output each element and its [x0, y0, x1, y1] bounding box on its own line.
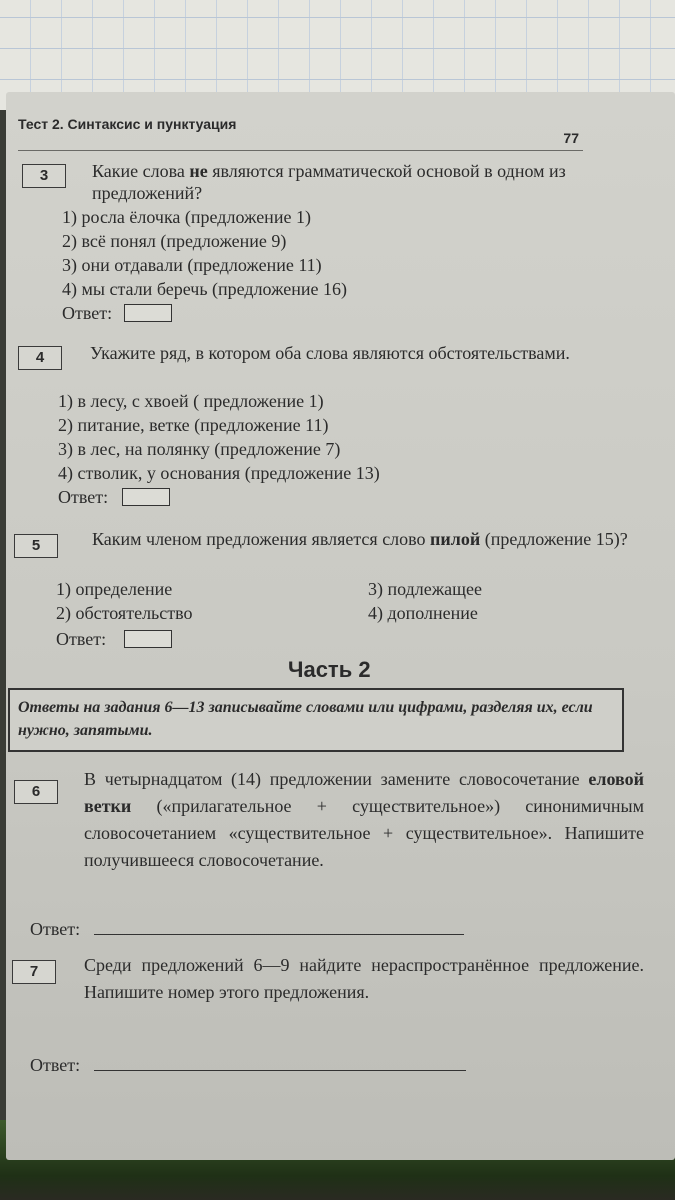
task-4-option-4: 4) стволик, у основания (предложение 13) [58, 463, 380, 483]
task-7-answer-line[interactable] [94, 1070, 466, 1071]
task-4-answer-label: Ответ: [58, 487, 109, 507]
task-4-question: Укажите ряд, в котором оба слова являются обстоятельствами. [90, 343, 570, 363]
task-3-question: Какие слова не являются грамматической основой в одном из предложений? [92, 161, 566, 203]
task-5-option-2: 2) обстоятельство [56, 603, 193, 623]
task-7-question: Среди предложений 6—9 найдите нераспространённое предложение. Напишите номер этого предложения. [84, 955, 644, 1002]
task-5-option-1: 1) определение [56, 579, 173, 599]
task-5-answer-label: Ответ: [56, 629, 107, 649]
task-5-answer-box[interactable] [124, 630, 172, 648]
task-number-7: 7 [12, 960, 56, 984]
task-7-answer-label: Ответ: [30, 1055, 81, 1075]
task-3-option-1: 1) росла ёлочка (предложение 1) [62, 207, 311, 227]
task-number-4: 4 [18, 346, 62, 370]
task-3-option-3: 3) они отдавали (предложение 11) [62, 255, 322, 275]
task-6-question: В четырнадцатом (14) предложении замените словосочетание еловой ветки («прилагательное + существительное») синонимичным словосочетанием «существительное + существительное». Напишите получившееся словосочетание. [84, 769, 644, 870]
task-3-answer-box[interactable] [124, 304, 172, 322]
task-6-answer-line[interactable] [94, 934, 464, 935]
task-number-5: 5 [14, 534, 58, 558]
task-number-6: 6 [14, 780, 58, 804]
task-3-answer-label: Ответ: [62, 303, 113, 323]
task-4-option-2: 2) питание, ветке (предложение 11) [58, 415, 329, 435]
task-5-option-3: 3) подлежащее [368, 579, 483, 599]
task-3-option-2: 2) всё понял (предложение 9) [62, 231, 287, 251]
task-3-option-4: 4) мы стали беречь (предложение 16) [62, 279, 348, 299]
page-number: 77 [563, 130, 579, 146]
page-header: Тест 2. Синтаксис и пунктуация [18, 116, 237, 132]
task-4-answer-box[interactable] [122, 488, 170, 506]
task-number-3: 3 [22, 164, 66, 188]
task-4-option-3: 3) в лес, на полянку (предложение 7) [58, 439, 341, 459]
task-5-option-4: 4) дополнение [368, 603, 478, 623]
task-4-option-1: 1) в лесу, с хвоей ( предложение 1) [58, 391, 324, 411]
part-2-title: Часть 2 [288, 657, 371, 682]
task-6-answer-label: Ответ: [30, 919, 81, 939]
workbook-page [6, 92, 675, 1160]
part-2-instruction: Ответы на задания 6—13 записывайте словами или цифрами, разделяя их, если нужно, запятыми. [18, 699, 593, 739]
task-5-question: Каким членом предложения является слово пилой (предложение 15)? [92, 529, 628, 549]
part-2-instruction-box [8, 688, 624, 752]
header-rule [18, 150, 583, 151]
